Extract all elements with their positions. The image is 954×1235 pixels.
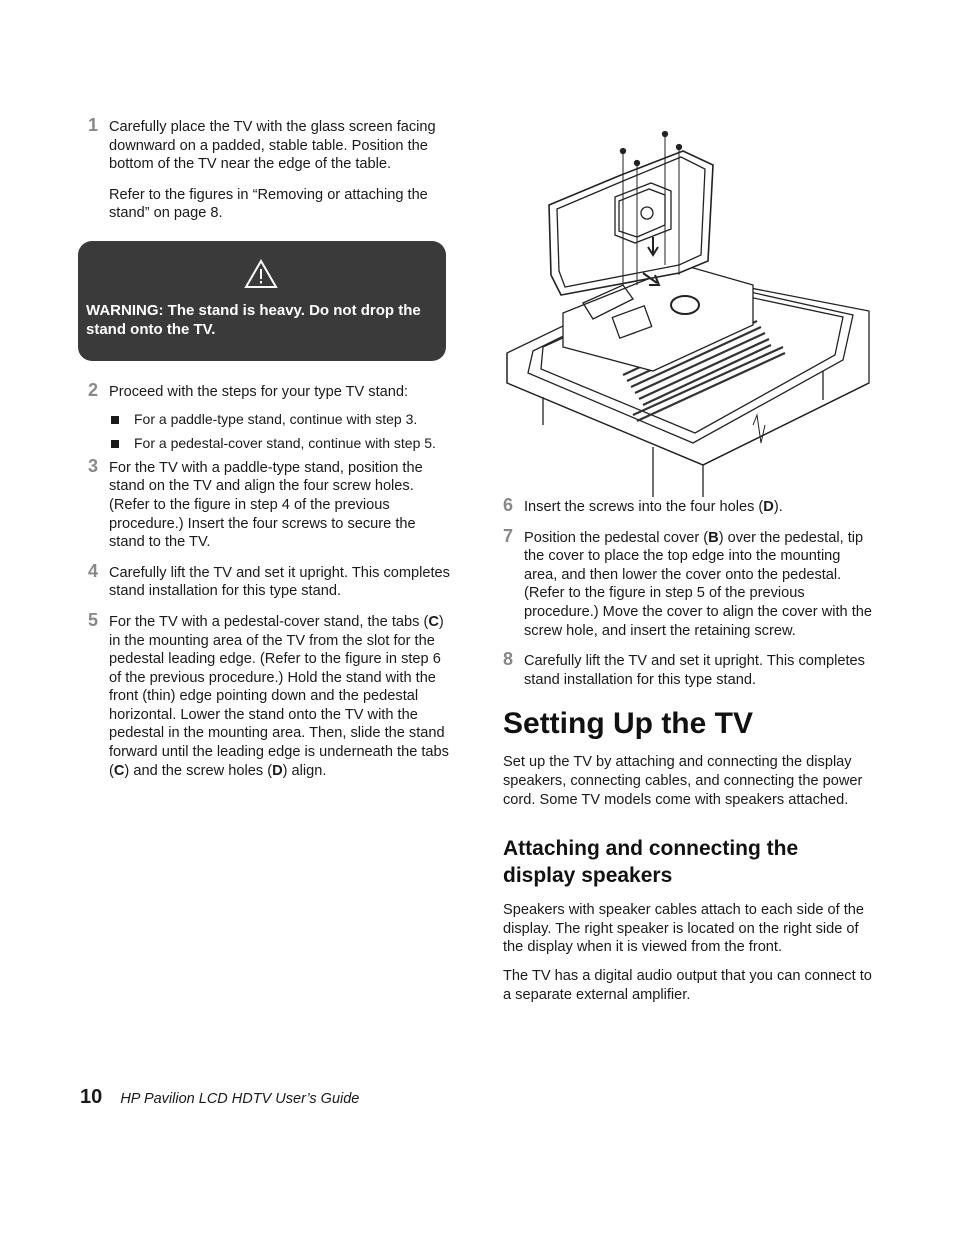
warning-triangle-icon	[244, 259, 278, 289]
step-text: Proceed with the steps for your type TV stand:	[109, 383, 409, 400]
step-2-bullets	[109, 410, 450, 453]
subsection-title: Attaching and connecting the display speakers	[503, 837, 799, 888]
step-2	[88, 379, 450, 402]
right-column	[503, 495, 873, 1014]
step-5	[88, 609, 450, 780]
step-text: Insert the screws into the four holes (D).	[524, 499, 783, 515]
step-number: 6	[503, 495, 514, 515]
step-number: 7	[503, 525, 514, 546]
subsection-paragraph-1: Speakers with speaker cables attach to each side of the display. The right speaker is located on the right side of the display when it is viewed from the front.	[503, 902, 865, 956]
warning-box	[78, 241, 446, 361]
warning-text: WARNING: The stand is heavy. Do not drop the stand onto the TV.	[86, 301, 421, 338]
page-number: 10	[80, 1086, 103, 1108]
step-number: 4	[88, 560, 99, 581]
page-footer	[80, 1088, 359, 1109]
bullet-square-icon	[111, 416, 119, 424]
step-number: 3	[88, 455, 99, 476]
step-number: 8	[503, 649, 514, 670]
step-text: Carefully place the TV with the glass screen facing downward on a padded, stable table. Position the bottom of the TV near the edge of the table.	[109, 119, 436, 173]
step-text: For the TV with a paddle-type stand, position the stand on the TV and align the four screw holes. (Refer to the figure in step 4 of the previous procedure.) Insert the four screws to secure the stand to the TV.	[109, 459, 423, 551]
section-title: Setting Up the TV	[503, 707, 753, 741]
step-text: Carefully lift the TV and set it upright. This completes stand installation for this type stand.	[524, 653, 865, 688]
step-7	[503, 525, 873, 641]
tv-stand-figure	[503, 125, 873, 497]
step-number: 5	[88, 609, 99, 630]
step-1-note: Refer to the figures in “Removing or attaching the stand” on page 8.	[109, 186, 428, 222]
guide-title: HP Pavilion LCD HDTV User’s Guide	[120, 1091, 360, 1107]
step-text: Carefully lift the TV and set it upright. This completes stand installation for this type stand.	[109, 564, 450, 600]
step-1	[88, 115, 450, 174]
step-text: For the TV with a pedestal-cover stand, the tabs (C) in the mounting area of the TV from the slot for the pedestal leading edge. (Refer to the figure in step 6 of the previous procedure.) Hold the stand with the front (thin) edge pointing down and the pedestal horizontal. Lower the stand onto the TV with the pedestal in the mounting area. Then, slide the stand forward until the leading edge is underneath the tabs (C) and the screw holes (D) align.	[109, 613, 449, 779]
list-item: For a paddle-type stand, continue with step 3.	[109, 410, 450, 429]
step-8	[503, 649, 873, 689]
step-number: 2	[88, 379, 99, 400]
list-item: For a pedestal-cover stand, continue with step 5.	[109, 434, 450, 453]
section-intro: Set up the TV by attaching and connecting the display speakers, connecting cables, and connecting the power cord. Some TV models come with speakers attached.	[503, 754, 863, 808]
step-3	[88, 455, 450, 552]
step-4	[88, 560, 450, 601]
step-text: Position the pedestal cover (B) over the pedestal, tip the cover to place the top edge into the mounting area, and then lower the cover onto the pedestal. (Refer to the figure in step 5 of the previous procedure.) Move the cover to align the cover with the screw hole, and insert the retaining screw.	[524, 529, 872, 639]
bullet-square-icon	[111, 440, 119, 448]
left-column	[86, 115, 450, 792]
step-number: 1	[88, 115, 99, 135]
subsection-paragraph-2: The TV has a digital audio output that you can connect to a separate external amplifier.	[503, 967, 872, 1003]
step-6	[503, 495, 873, 517]
